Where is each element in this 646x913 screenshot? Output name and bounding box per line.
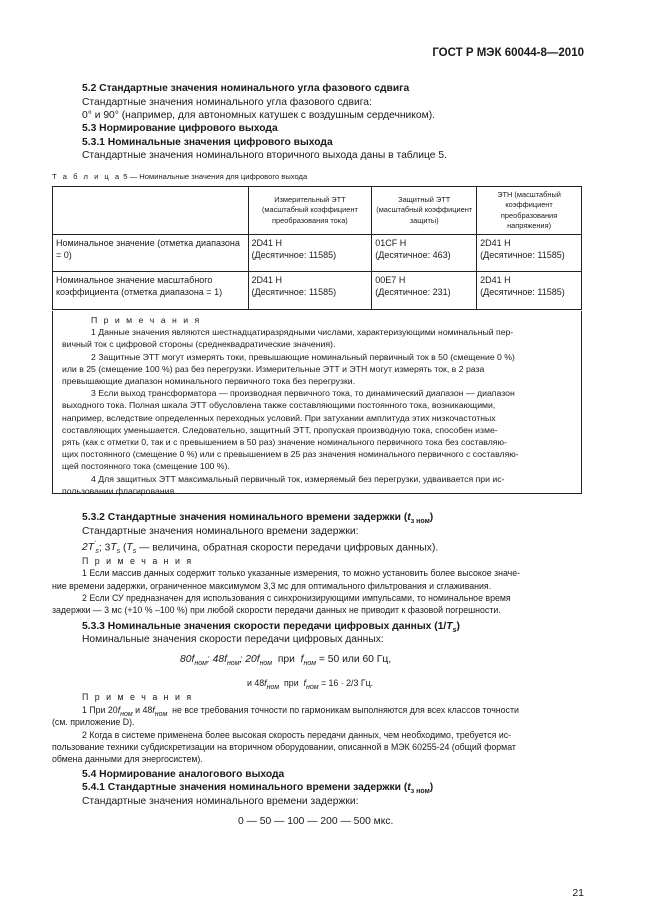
table-row-label: Номинальное значение масштабного коэффициента (отметка диапазона = 1) [53, 272, 249, 310]
page-number: 21 [572, 887, 584, 899]
section-5-3-2-title: 5.3.2 Стандартные значения номинального времени задержки $(t_{з ном})$ [82, 512, 434, 526]
section-5-3-2-note-1-cont: ние времени задержки, ограниченное максимумом 3,3 мс для оптимального фильтрования и сглаживания. [52, 581, 492, 591]
section-5-3-1-text: Стандартные значения номинального вторичного выхода даны в таблице 5. [82, 150, 447, 161]
section-5-3-2-note-2-cont: задержки — 3 мс (+10 % –100 %) при любой скорости передачи данных не приводит к фазовой погрешности. [52, 605, 501, 615]
table-note-4: 4 Для защитных ЭТТ максимальный первичный ток, измеряемый без перегрузки, удваивается при ис- [91, 473, 505, 484]
section-5-3-3-formula-2: и $48f_{ном}$ при $f_{ном} = 16 \cdot 2/3$ Гц. [247, 678, 374, 691]
table-header-empty [53, 187, 249, 235]
section-5-3-3-note-2-cont: пользование техники субдискретизации на вторичном оборудовании, описанной в МЭК 60255-24 (общий формат [52, 742, 516, 752]
table-note-3-cont: составляющих уменьшается. Следовательно, защитный ЭТТ, пропуская производную тока, способен изме- [62, 424, 498, 435]
section-5-4-title: 5.4 Нормирование аналогового выхода [82, 769, 285, 780]
table-header-protective: Защитный ЭТТ (масштабный коэффициент защиты) [372, 187, 477, 235]
table-note-3-cont: рять (как с отметки 0, так и с превышением в 50 раз) значение номинального первичного тока без составляю- [62, 437, 507, 448]
table-header-voltage: ЭТН (масштабный коэффициент преобразования напряжения) [477, 187, 582, 235]
section-5-4-1-text: Стандартные значения номинального времени задержки: [82, 796, 359, 807]
table-note-3-cont: например, вследствие определенных переходных условий. При затухании амплитуда этих низкочастотных [62, 412, 496, 423]
table-caption: Т а б л и ц а 5 — Номинальные значения для цифрового выхода [52, 172, 308, 181]
section-5-3-2-text: Стандартные значения номинального времени задержки: [82, 526, 359, 537]
section-5-3-title: 5.3 Нормирование цифрового выхода [82, 123, 278, 134]
running-header: ГОСТ Р МЭК 60044-8—2010 [432, 47, 584, 59]
table-cell: 00E7 H (Десятичное: 231) [372, 272, 477, 310]
table-cell: 01CF H (Десятичное: 463) [372, 235, 477, 272]
section-5-3-3-note-2-cont: обмена данными для энергосистем). [52, 754, 203, 764]
table-row [53, 235, 582, 272]
section-5-2-title: 5.2 Стандартные значения номинального угла фазового сдвига [82, 83, 410, 94]
table-note-3-cont: щей постоянного тока (смещение 100 %). [62, 461, 230, 472]
section-5-3-3-text: Номинальные значения скорости передачи цифровых данных: [82, 634, 384, 645]
table-note-1: 1 Данные значения являются шестнадцатиразрядными числами, характеризующими номинальный пер- [91, 327, 514, 338]
table-header-row [53, 187, 582, 235]
table-note-1-cont: вичный ток с цифровой стороны (среднеквадратические значения). [62, 339, 336, 350]
table-cell: 2D41 H (Десятичное: 11585) [248, 235, 372, 272]
table-note-2-cont: или в 25 (смещение 100 %) раз без перегрузки. Измерительные ЭТТ и ЭТН могут измерять ток, в 2 раза [62, 363, 485, 374]
section-5-3-2-note-1: 1 Если массив данных содержит только указанные измерения, то можно установить более высокое значе- [82, 568, 521, 578]
table-note-4-cont: пользовании флагирования. [62, 485, 177, 496]
section-5-3-3-formula-1: $80f_{ном}$; $48f_{ном}$; $20f_{ном}$ при $f_{ном} = 50$ или 60 Гц, [180, 654, 392, 668]
section-5-2-values: 0° и 90° (например, для автономных катушек с воздушным сердечником). [82, 110, 435, 121]
table-note-2: 2 Защитные ЭТТ могут измерять токи, превышающие номинальный первичный ток в 50 (смещение 0 %) [91, 351, 515, 362]
table-note-3: 3 Если выход трансформатора — производная первичного тока, то динамический диапазон — диапазон [91, 388, 515, 399]
table-row-label: Номинальное значение (отметка диапазона = 0) [53, 235, 249, 272]
table-header-measuring: Измерительный ЭТТ (масштабный коэффициент преобразования тока) [248, 187, 372, 235]
table-note-3-cont: щих постоянного (смещение 0 %) или с превышением в 25 раз значения номинального первичного с составляю- [62, 449, 519, 460]
section-5-3-3-note-2: 2 Когда в системе применена более высокая скорость передачи данных, чем необходимо, требуется ис- [82, 730, 512, 740]
section-5-4-1-values: 0 — 50 — 100 — 200 — 500 мкс. [238, 816, 394, 827]
section-5-3-3-note-1-cont: (см. приложение D). [52, 717, 135, 727]
table-row [53, 272, 582, 310]
section-5-3-3-notes-heading: П р и м е ч а н и я [82, 692, 194, 702]
table-notes-heading: П р и м е ч а н и я [91, 315, 202, 325]
section-5-3-3-title: 5.3.3 Номинальные значения скорости передачи цифровых данных $(1/T_s)$ [82, 621, 460, 635]
section-5-3-1-title: 5.3.1 Номинальные значения цифрового выхода [82, 137, 333, 148]
table-notes-box [52, 311, 582, 494]
section-5-2-text: Стандартные значения номинального угла фазового сдвига: [82, 97, 372, 108]
table-cell: 2D41 H (Десятичное: 11585) [248, 272, 372, 310]
table-note-2-cont: превышающие диапазон номинального первичного тока без перегрузки. [62, 376, 356, 387]
section-5-3-2-formula: $2T'_s$; $3T_s$ ($T_s$ — величина, обратная скорости передачи цифровых данных). [82, 541, 439, 556]
table-5 [52, 186, 582, 310]
table-cell: 2D41 H (Десятичное: 11585) [477, 272, 582, 310]
table-cell: 2D41 H (Десятичное: 11585) [477, 235, 582, 272]
section-5-4-1-title: 5.4.1 Стандартные значения номинального времени задержки $(t_{з ном})$ [82, 782, 434, 796]
table-note-3-cont: выходного тока. Полная шкала ЭТТ обусловлена также составляющими постоянного тока, возникающими, [62, 400, 496, 411]
section-5-3-2-notes-heading: П р и м е ч а н и я [82, 556, 194, 566]
section-5-3-2-note-2: 2 Если СУ предназначен для использования с синхронизирующими импульсами, то номинальное время [82, 593, 511, 603]
section-5-3-3-note-1: 1 При $20f_{ном}$ и $48f_{ном}$ не все требования точности по гармоникам выполняются для всех классов точности [82, 705, 519, 718]
